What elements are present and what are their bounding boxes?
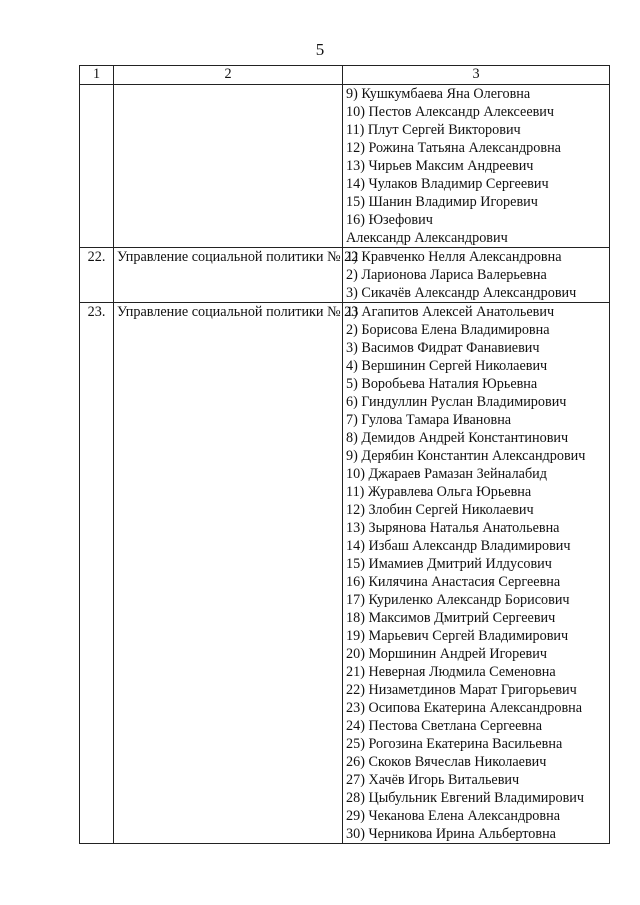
member-name: 26) Скоков Вячеслав Николаевич (346, 754, 547, 770)
member-name: 11) Журавлева Ольга Юрьевна (346, 484, 532, 500)
member-name: 20) Моршинин Андрей Игоревич (346, 646, 547, 662)
column-header-1: 1 (80, 66, 114, 85)
members-cell (343, 303, 610, 844)
member-name: 12) Рожина Татьяна Александровна (346, 140, 561, 156)
member-name: 17) Куриленко Александр Борисович (346, 592, 570, 608)
member-name: 3) Васимов Фидрат Фанавиевич (346, 340, 540, 356)
member-name: 1) Кравченко Нелля Александровна (346, 249, 562, 265)
member-name: 12) Злобин Сергей Николаевич (346, 502, 534, 518)
member-name: 18) Максимов Дмитрий Сергеевич (346, 610, 556, 626)
member-name: 1) Агапитов Алексей Анатольевич (346, 304, 555, 320)
member-name: 9) Дерябин Константин Александрович (346, 448, 586, 464)
organization-cell: Управление социальной политики № 22 (114, 248, 343, 303)
members-cell (343, 248, 610, 303)
member-name: 13) Чирьев Максим Андреевич (346, 158, 534, 174)
table-row-23 (80, 303, 610, 844)
member-name: 7) Гулова Тамара Ивановна (346, 412, 512, 428)
member-name: 10) Пестов Александр Алексеевич (346, 104, 555, 120)
row-number-cell: 22. (80, 248, 114, 303)
member-name: 2) Ларионова Лариса Валерьевна (346, 267, 547, 283)
member-name: 28) Цыбульник Евгений Владимирович (346, 790, 585, 806)
member-name: 24) Пестова Светлана Сергеевна (346, 718, 542, 734)
member-name: 11) Плут Сергей Викторович (346, 122, 521, 138)
member-name: 14) Чулаков Владимир Сергеевич (346, 176, 549, 192)
member-name: 29) Чеканова Елена Александровна (346, 808, 560, 824)
member-name: 9) Кушкумбаева Яна Олеговна (346, 86, 531, 102)
member-name: 27) Хачёв Игорь Витальевич (346, 772, 520, 788)
members-cell (343, 85, 610, 248)
member-name: 30) Черникова Ирина Альбертовна (346, 826, 556, 842)
member-name: 21) Неверная Людмила Семеновна (346, 664, 556, 680)
member-name: 16) Юзефович (346, 212, 433, 228)
row-number-cell: 23. (80, 303, 114, 844)
member-name: 19) Марьевич Сергей Владимирович (346, 628, 569, 644)
member-name: 13) Зырянова Наталья Анатольевна (346, 520, 560, 536)
member-name: 6) Гиндуллин Руслан Владимирович (346, 394, 567, 410)
member-name: 5) Воробьева Наталия Юрьевна (346, 376, 538, 392)
member-name: 25) Рогозина Екатерина Васильевна (346, 736, 563, 752)
member-name: 2) Борисова Елена Владимировна (346, 322, 550, 338)
table-header-row (80, 66, 610, 85)
member-name: 3) Сикачёв Александр Александрович (346, 285, 577, 301)
organization-cell: Управление социальной политики № 23 (114, 303, 343, 844)
row-number-cell (80, 85, 114, 248)
member-name: 23) Осипова Екатерина Александровна (346, 700, 583, 716)
organization-cell (114, 85, 343, 248)
page-number: 5 (315, 40, 325, 59)
member-name: 15) Шанин Владимир Игоревич (346, 194, 538, 210)
member-name: 8) Демидов Андрей Константинович (346, 430, 569, 446)
column-header-2: 2 (114, 66, 343, 85)
member-name: 4) Вершинин Сергей Николаевич (346, 358, 548, 374)
members-table (79, 65, 610, 844)
column-header-3: 3 (343, 66, 610, 85)
table-row-continuation (80, 85, 610, 248)
member-name: 22) Низаметдинов Марат Григорьевич (346, 682, 577, 698)
member-name: 16) Килячина Анастасия Сергеевна (346, 574, 561, 590)
member-name: 10) Джараев Рамазан Зейналабид (346, 466, 547, 482)
member-name: 15) Имамиев Дмитрий Илдусович (346, 556, 552, 572)
member-name: Александр Александрович (346, 230, 508, 246)
member-name: 14) Избаш Александр Владимирович (346, 538, 571, 554)
table-row-22 (80, 248, 610, 303)
